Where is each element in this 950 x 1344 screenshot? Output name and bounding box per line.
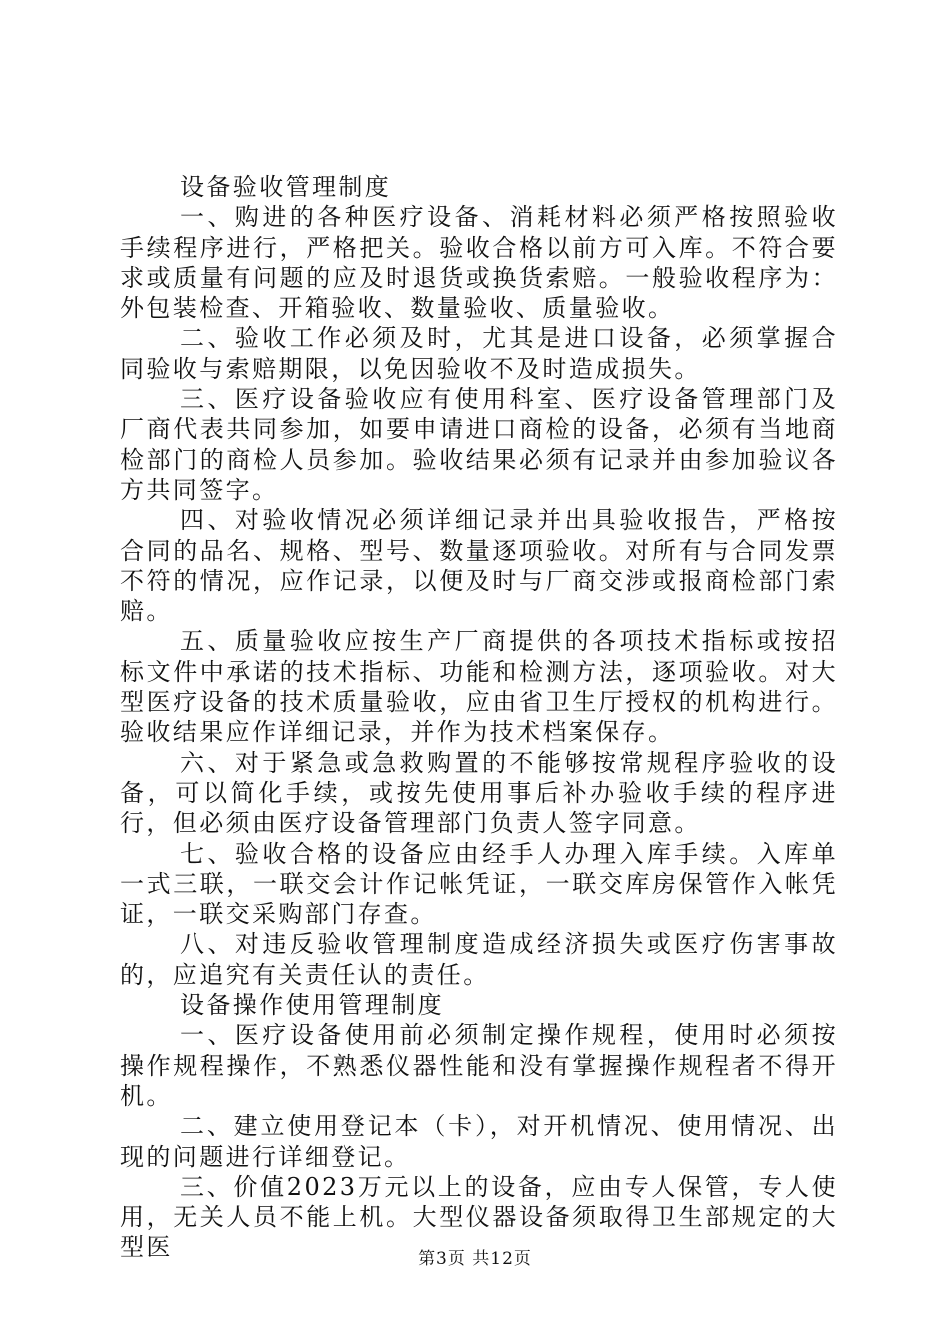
paragraph: 二、建立使用登记本（卡），对开机情况、使用情况、出现的问题进行详细登记。 xyxy=(120,1112,838,1171)
document-body xyxy=(120,172,838,1263)
paragraph: 六、对于紧急或急救购置的不能够按常规程序验收的设备，可以简化手续，或按先使用事后补办验收手续的程序进行，但必须由医疗设备管理部门负责人签字同意。 xyxy=(120,748,838,838)
page-footer: 第3页 共12页 xyxy=(418,1249,532,1269)
paragraph: 一、购进的各种医疗设备、消耗材料必须严格按照验收手续程序进行，严格把关。验收合格以前方可入库。不符合要求或质量有问题的应及时退货或换货索赔。一般验收程序为：外包装检查、开箱验收、数量验收、质量验收。 xyxy=(120,203,838,323)
paragraph: 八、对违反验收管理制度造成经济损失或医疗伤害事故的，应追究有关责任认的责任。 xyxy=(120,930,838,989)
paragraph: 五、质量验收应按生产厂商提供的各项技术指标或按招标文件中承诺的技术指标、功能和检测方法，逐项验收。对大型医疗设备的技术质量验收，应由省卫生厅授权的机构进行。验收结果应作详细记录，并作为技术档案保存。 xyxy=(120,627,838,747)
paragraph: 三、价值2023万元以上的设备，应由专人保管，专人使用，无关人员不能上机。大型仪器设备须取得卫生部规定的大型医 xyxy=(120,1172,838,1262)
paragraph: 七、验收合格的设备应由经手人办理入库手续。入库单一式三联，一联交会计作记帐凭证，一联交库房保管作入帐凭证，一联交采购部门存查。 xyxy=(120,839,838,929)
section-heading-acceptance: 设备验收管理制度 xyxy=(180,173,392,201)
paragraph: 三、医疗设备验收应有使用科室、医疗设备管理部门及厂商代表共同参加，如要申请进口商检的设备，必须有当地商检部门的商检人员参加。验收结果必须有记录并由参加验议各方共同签字。 xyxy=(120,385,838,504)
paragraph: 四、对验收情况必须详细记录并出具验收报告，严格按合同的品名、规格、型号、数量逐项验收。对所有与合同发票不符的情况，应作记录，以便及时与厂商交涉或报商检部门索赔。 xyxy=(120,506,838,626)
paragraph: 二、验收工作必须及时，尤其是进口设备，必须掌握合同验收与索赔期限，以免因验收不及时造成损失。 xyxy=(120,324,838,383)
section-heading-operation: 设备操作使用管理制度 xyxy=(180,991,444,1020)
paragraph: 一、医疗设备使用前必须制定操作规程，使用时必须按操作规程操作，不熟悉仪器性能和没有掌握操作规程者不得开机。 xyxy=(120,1021,838,1110)
